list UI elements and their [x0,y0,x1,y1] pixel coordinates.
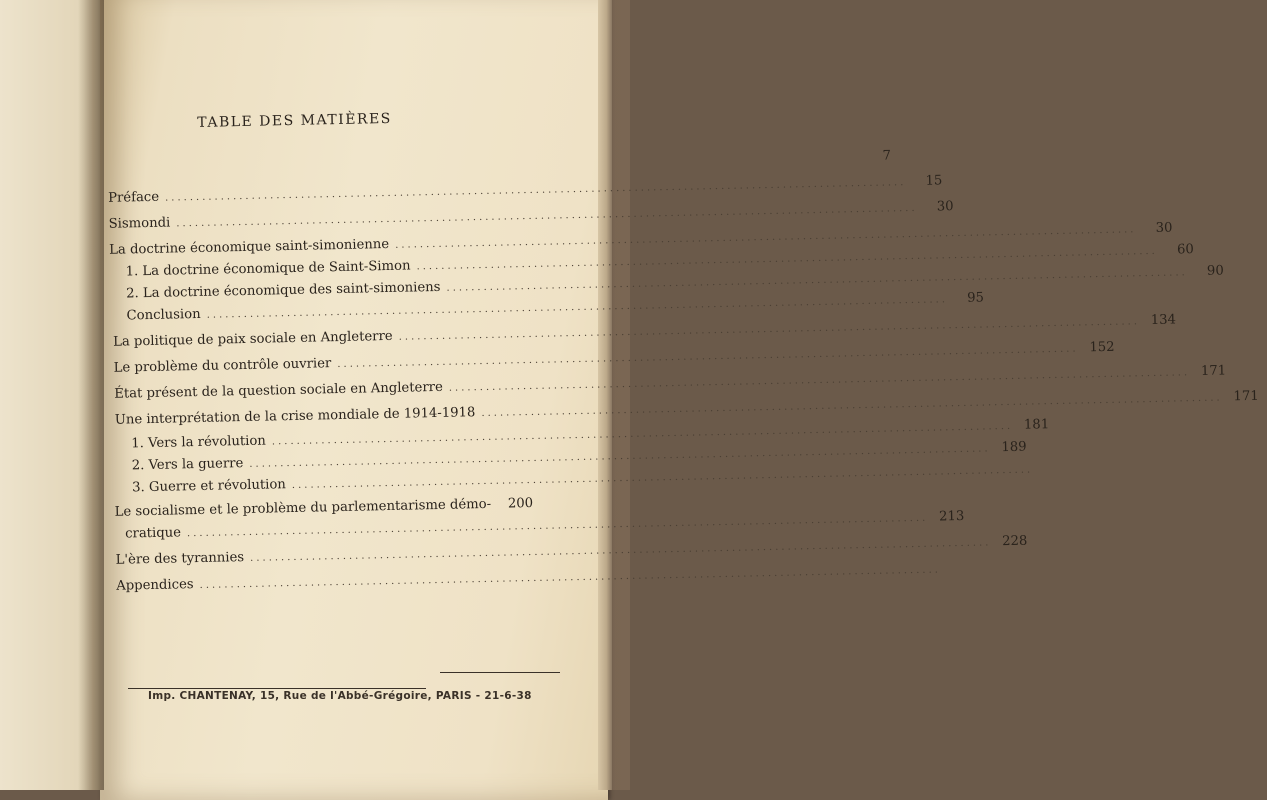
toc-label: cratique [125,525,182,542]
toc-leader: ........................................................................................................................ [395,224,1137,251]
toc-label: La doctrine économique saint-simonienne [109,236,390,258]
toc-page: 7 [882,148,892,164]
toc-label: Le problème du contrôle ouvrier [113,356,332,376]
toc-leader: ........................................................................................................................ [416,245,1158,273]
toc-page: 134 [1150,312,1177,329]
toc-leader: ........................................................................................................................ [448,367,1191,394]
toc-leader: ........................................................................................................................ [249,443,991,470]
toc-page: 15 [925,173,943,189]
toc-leader: ........................................................................................................................ [164,177,907,204]
toc-leader: ........................................................................................................................ [186,512,929,540]
toc-label: Le socialisme et le problème du parlementarisme démo- [114,496,492,520]
toc-page: 95 [966,290,985,306]
toc-label: 1. La doctrine économique de Saint-Simon [125,258,411,280]
toc-leader: ........................................................................................................................ [291,464,1034,492]
toc-label: État présent de la question sociale en Angleterre [114,379,443,402]
toc-page: 228 [1002,533,1028,550]
toc-page: 30 [1155,220,1173,236]
toc-page: 60 [1176,242,1194,258]
toc-page: 90 [1206,263,1224,279]
toc-label: 3. Guerre et révolution [132,477,287,496]
toc-label: Sismondi [108,215,171,232]
toc-row [116,564,942,597]
toc-leader: ........................................................................................................................ [199,564,942,591]
toc-leader: ........................................................................................................................ [446,267,1188,294]
toc-row [107,148,892,183]
toc-page: 181 [1023,417,1050,433]
toc-leader: ........................................................................................................................ [271,420,1014,448]
toc-label: 2. La doctrine économique des saint-simoniens [125,279,441,302]
toc-page: 171 [1233,388,1259,405]
toc-row [125,508,965,545]
page-title: TABLE DES MATIÈRES [197,110,392,131]
toc-page: 30 [936,199,954,215]
toc-leader: ........................................................................................................................ [249,537,992,564]
toc-label: Une interprétation de la crise mondiale de 1914-1918 [114,405,476,428]
toc-leader: ........................................................................................................................ [206,294,949,321]
toc-page: 189 [1001,439,1027,456]
toc-label: La politique de paix sociale en Angleterre [113,328,393,350]
toc-leader: ........................................................................................................................ [398,316,1141,343]
toc-label: 1. Vers la révolution [131,433,267,452]
toc-page [947,572,977,573]
imprint-rule-lower [128,688,426,689]
toc-row [108,199,954,235]
toc-leader: ........................................................................................................................ [481,392,1223,420]
toc-label: Appendices [116,577,194,594]
toc-page: 213 [938,508,965,525]
toc-label: Conclusion [126,306,201,324]
toc-label: Préface [107,189,160,206]
toc-leader: ........................................................................................................................ [176,202,918,230]
toc-page: 200 [507,495,534,512]
toc-row [107,173,943,209]
toc-page: 171 [1200,363,1227,379]
printer-imprint: Imp. CHANTENAY, 15, Rue de l'Abbé-Grégoire, PARIS - 21-6-38 [148,690,532,702]
toc-page: 152 [1089,339,1115,356]
toc-leader: ........................................................................................................................ [337,343,1079,371]
toc-label: L'ère des tyrannies [115,550,245,568]
imprint-rule-upper [440,672,560,673]
toc-page [1039,472,1069,473]
toc-label: 2. Vers la guerre [131,456,244,474]
